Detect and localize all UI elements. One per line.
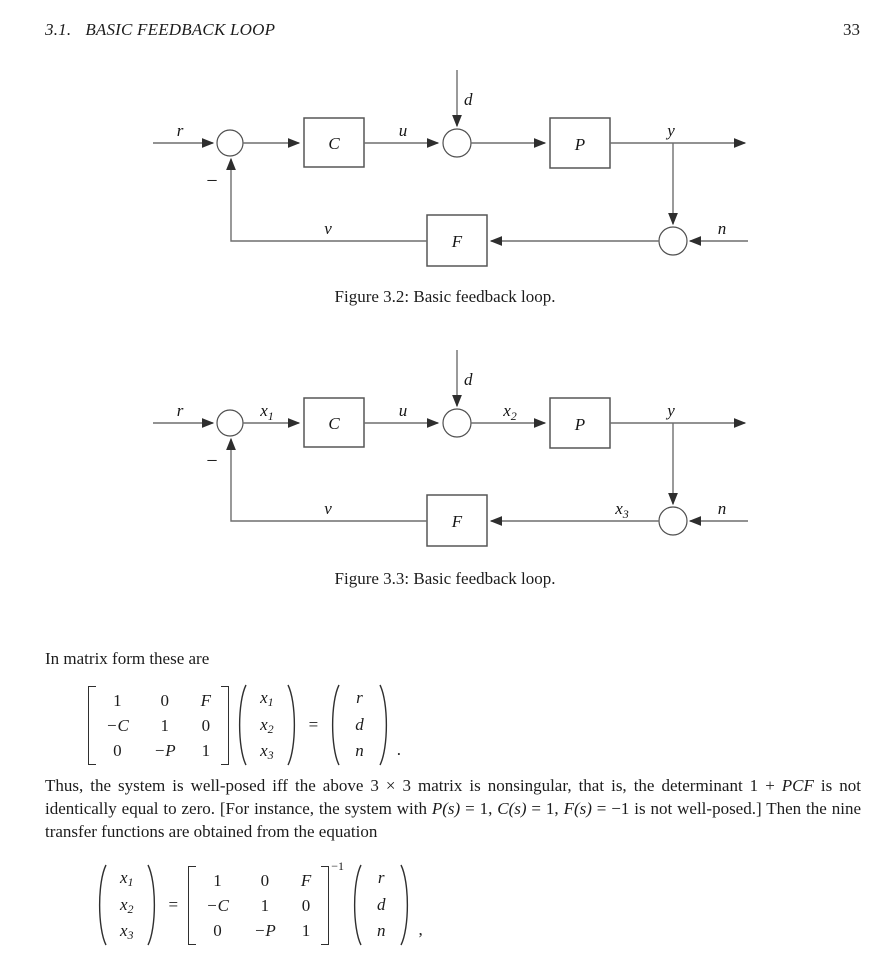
fig33-signal-n: n	[717, 499, 727, 518]
fig32-signal-y: y	[667, 121, 675, 140]
section-number: 3.1.	[45, 20, 72, 39]
right-paren	[399, 862, 412, 948]
fig33-signal-y: y	[667, 401, 675, 420]
vector-cell: d	[376, 894, 386, 914]
matrix-equation-1	[88, 682, 401, 768]
fig33-signal-r: r	[176, 401, 184, 420]
left-paren	[350, 862, 363, 948]
fig33-signal-u: u	[398, 401, 408, 420]
section-title: BASIC FEEDBACK LOOP	[85, 20, 276, 39]
right-paren	[378, 682, 391, 768]
vector-cell: $x_1$	[120, 868, 134, 889]
fig32-minus-sign: −	[206, 170, 218, 192]
right-bracket	[221, 686, 229, 765]
matrix-cell: 0	[113, 740, 122, 760]
equals-sign: =	[308, 715, 319, 734]
fig33-minus-sign: −	[206, 450, 218, 472]
vector-cell: $x_3$	[120, 921, 134, 943]
matrix-cell: −C	[106, 715, 129, 735]
fig32-label-P: P	[574, 135, 586, 154]
matrix-cell: 0	[260, 870, 270, 890]
math-segment: C(s)	[497, 799, 527, 818]
matrix-equation-2	[95, 859, 423, 948]
vector-cell: d	[355, 714, 364, 734]
fig32-signal-r: r	[176, 121, 184, 140]
section-heading	[45, 20, 275, 40]
matrix-cell: 0	[160, 690, 169, 710]
fig33-state-x3: $x_3$	[615, 499, 629, 521]
matrix-cell: 0	[301, 895, 311, 915]
vector-cell: n	[355, 741, 364, 761]
math-segment: PCF	[781, 776, 814, 795]
page-number: 33	[843, 20, 860, 39]
equation-period: .	[396, 740, 401, 759]
matrix-cell: 1	[160, 715, 169, 735]
vector-cell: $x_2$	[260, 714, 274, 736]
body-paragraph	[45, 774, 861, 843]
eq1-coefficient-matrix	[88, 685, 229, 766]
fig32-signal-d: d	[464, 90, 473, 109]
eq2-state-vector	[95, 862, 159, 948]
text-segment: = −1 is not well-posed.] Then the nine transfer functions are obtained from the equation	[45, 799, 862, 841]
matrix-cell: 1	[213, 870, 222, 890]
intro-text: In matrix form these are	[45, 649, 210, 668]
figure-3-2-diagram	[0, 60, 890, 286]
figure-3-2-caption: Figure 3.2: Basic feedback loop.	[334, 287, 556, 306]
left-paren	[235, 682, 248, 768]
matrix-cell: 1	[260, 895, 270, 915]
equals-sign: =	[168, 895, 179, 914]
text-segment: Thus, the system is well-posed iff the above 3 × 3 matrix is nonsingular, that is, the determinant 1 +	[45, 776, 782, 795]
left-paren	[328, 682, 341, 768]
vector-cell: r	[377, 868, 385, 887]
fig33-label-F: F	[451, 512, 463, 531]
fig33-signal-v: v	[324, 499, 332, 518]
text-segment: = 1,	[460, 799, 498, 818]
eq1-rhs-vector	[328, 682, 391, 768]
matrix-cell: −C	[206, 895, 229, 915]
eq2-coefficient-matrix	[188, 865, 329, 946]
equation-comma: ,	[418, 920, 423, 939]
left-bracket	[88, 686, 96, 765]
vector-cell: $x_1$	[260, 688, 274, 709]
right-bracket	[321, 866, 329, 945]
fig33-state-x2: $x_2$	[503, 401, 517, 423]
right-paren	[286, 682, 299, 768]
matrix-cell: −P	[153, 740, 176, 760]
fig33-state-x1: $x_1$	[260, 401, 274, 423]
fig33-label-P: P	[574, 415, 586, 434]
vector-cell: r	[356, 688, 363, 707]
math-segment: P(s)	[431, 799, 461, 818]
vector-cell: n	[376, 921, 386, 941]
eq1-state-vector	[235, 682, 299, 768]
matrix-cell: 0	[201, 715, 211, 735]
fig32-sum-junction-1	[217, 130, 243, 156]
vector-cell: $x_2$	[120, 894, 134, 916]
fig32-signal-n: n	[717, 219, 727, 238]
fig33-label-C: C	[328, 414, 340, 433]
fig32-sum-junction-3	[659, 227, 687, 255]
fig33-sum-junction-3	[659, 507, 687, 535]
fig32-signal-u: u	[398, 121, 408, 140]
figure-3-3-diagram	[0, 340, 890, 566]
matrix-cell: 1	[113, 690, 122, 710]
matrix-cell: 1	[301, 920, 311, 940]
left-paren	[95, 862, 108, 948]
figure-3-3-caption: Figure 3.3: Basic feedback loop.	[334, 569, 556, 588]
fig32-sum-junction-2	[443, 129, 471, 157]
math-segment: F(s)	[563, 799, 592, 818]
fig33-sum-junction-2	[443, 409, 471, 437]
fig33-signal-d: d	[464, 370, 473, 389]
fig32-label-F: F	[451, 232, 463, 251]
right-paren	[146, 862, 159, 948]
fig32-label-C: C	[328, 134, 340, 153]
matrix-cell: −P	[253, 920, 276, 940]
fig32-signal-v: v	[324, 219, 332, 238]
vector-cell: $x_3$	[260, 741, 274, 763]
fig33-sum-junction-1	[217, 410, 243, 436]
text-segment: is not identically equal to zero. [For instance, the system with	[45, 776, 861, 818]
inverse-exponent: −1	[331, 859, 344, 873]
matrix-cell: F	[300, 870, 312, 890]
eq2-rhs-vector	[350, 862, 413, 948]
matrix-cell: 0	[213, 920, 222, 940]
text-segment: = 1,	[526, 799, 564, 818]
matrix-cell: 1	[201, 740, 211, 760]
left-bracket	[188, 866, 196, 945]
matrix-cell: F	[200, 690, 212, 710]
